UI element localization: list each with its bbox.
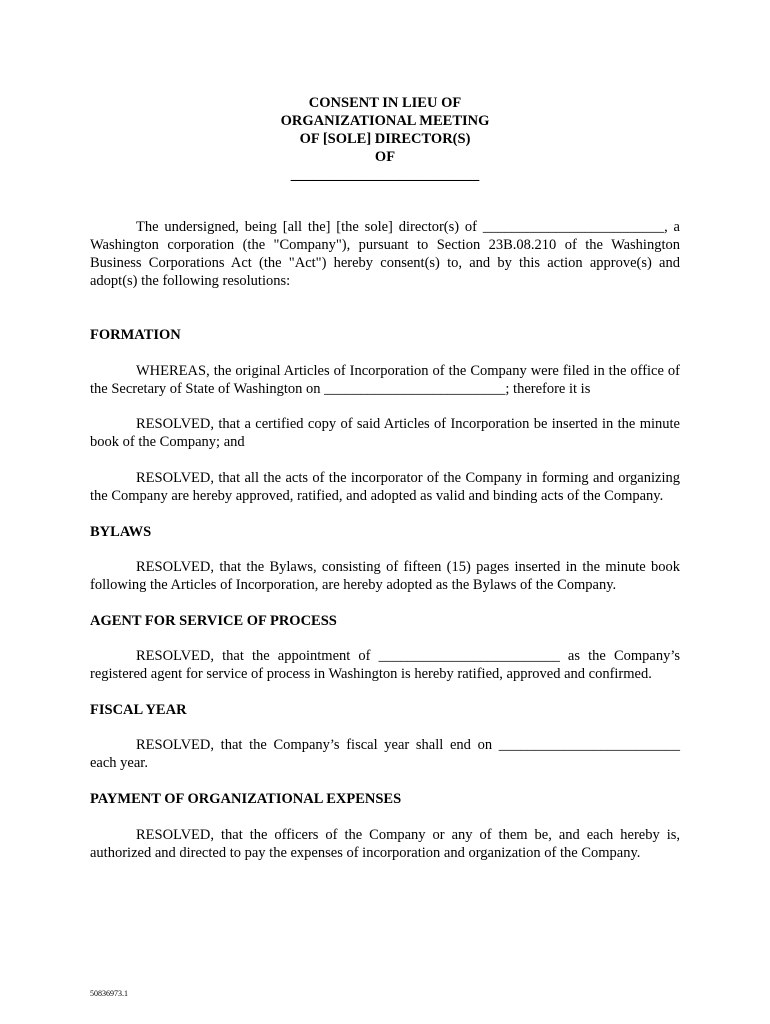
fiscal-resolved-text: RESOLVED, that the Company’s fiscal year shall end on _________________________ each year. (90, 737, 680, 771)
formation-resolved-1-text: RESOLVED, that a certified copy of said Articles of Incorporation be inserted in the minute book of the Company; and (90, 416, 680, 450)
agent-resolved-text: RESOLVED, that the appointment of _________________________ as the Company’s registered agent for service of process in Washington is hereby ratified, approved and confirmed. (90, 648, 680, 682)
title-line-5-blank: __________________________ (290, 167, 480, 183)
expenses-resolved-text: RESOLVED, that the officers of the Company or any of them be, and each hereby is, authorized and directed to pay the expenses of incorporation and organization of the Company. (90, 827, 680, 861)
heading-bylaws: BYLAWS (90, 524, 152, 540)
intro-text: The undersigned, being [all the] [the sole] director(s) of _________________________, a Washington corporation (the "Company"), pursuant to Section 23B.08.210 of the Washington Business Corporations Act (the "Act") hereby consent(s) to, and by this action approve(s) and adopt(s) the following resolutions: (90, 219, 680, 289)
formation-resolved-1 (90, 415, 680, 451)
bylaws-resolved (90, 558, 680, 594)
title-line-3: OF [SOLE] DIRECTOR(S) (299, 131, 471, 147)
formation-whereas (90, 362, 680, 398)
heading-formation: FORMATION (90, 327, 181, 343)
title-line-4: OF (374, 149, 396, 165)
formation-resolved-2 (90, 469, 680, 505)
heading-agent: AGENT FOR SERVICE OF PROCESS (90, 613, 337, 629)
intro-paragraph (90, 218, 680, 290)
heading-fiscal-year: FISCAL YEAR (90, 702, 187, 718)
title-line-1: CONSENT IN LIEU OF (308, 95, 462, 111)
document-id: 50836973.1 (90, 989, 128, 998)
bylaws-resolved-text: RESOLVED, that the Bylaws, consisting of fifteen (15) pages inserted in the minute book following the Articles of Incorporation, are hereby adopted as the Bylaws of the Company. (90, 559, 680, 593)
heading-expenses: PAYMENT OF ORGANIZATIONAL EXPENSES (90, 791, 402, 807)
fiscal-resolved (90, 736, 680, 772)
expenses-resolved (90, 826, 680, 862)
formation-resolved-2-text: RESOLVED, that all the acts of the incorporator of the Company in forming and organizing the Company are hereby approved, ratified, and adopted as valid and binding acts of the Company. (90, 470, 680, 504)
agent-resolved (90, 647, 680, 683)
document-title (90, 94, 680, 184)
formation-whereas-text: WHEREAS, the original Articles of Incorporation of the Company were filed in the office of the Secretary of State of Washington on _________________________; therefore it is (90, 363, 680, 397)
title-line-2: ORGANIZATIONAL MEETING (280, 113, 490, 129)
